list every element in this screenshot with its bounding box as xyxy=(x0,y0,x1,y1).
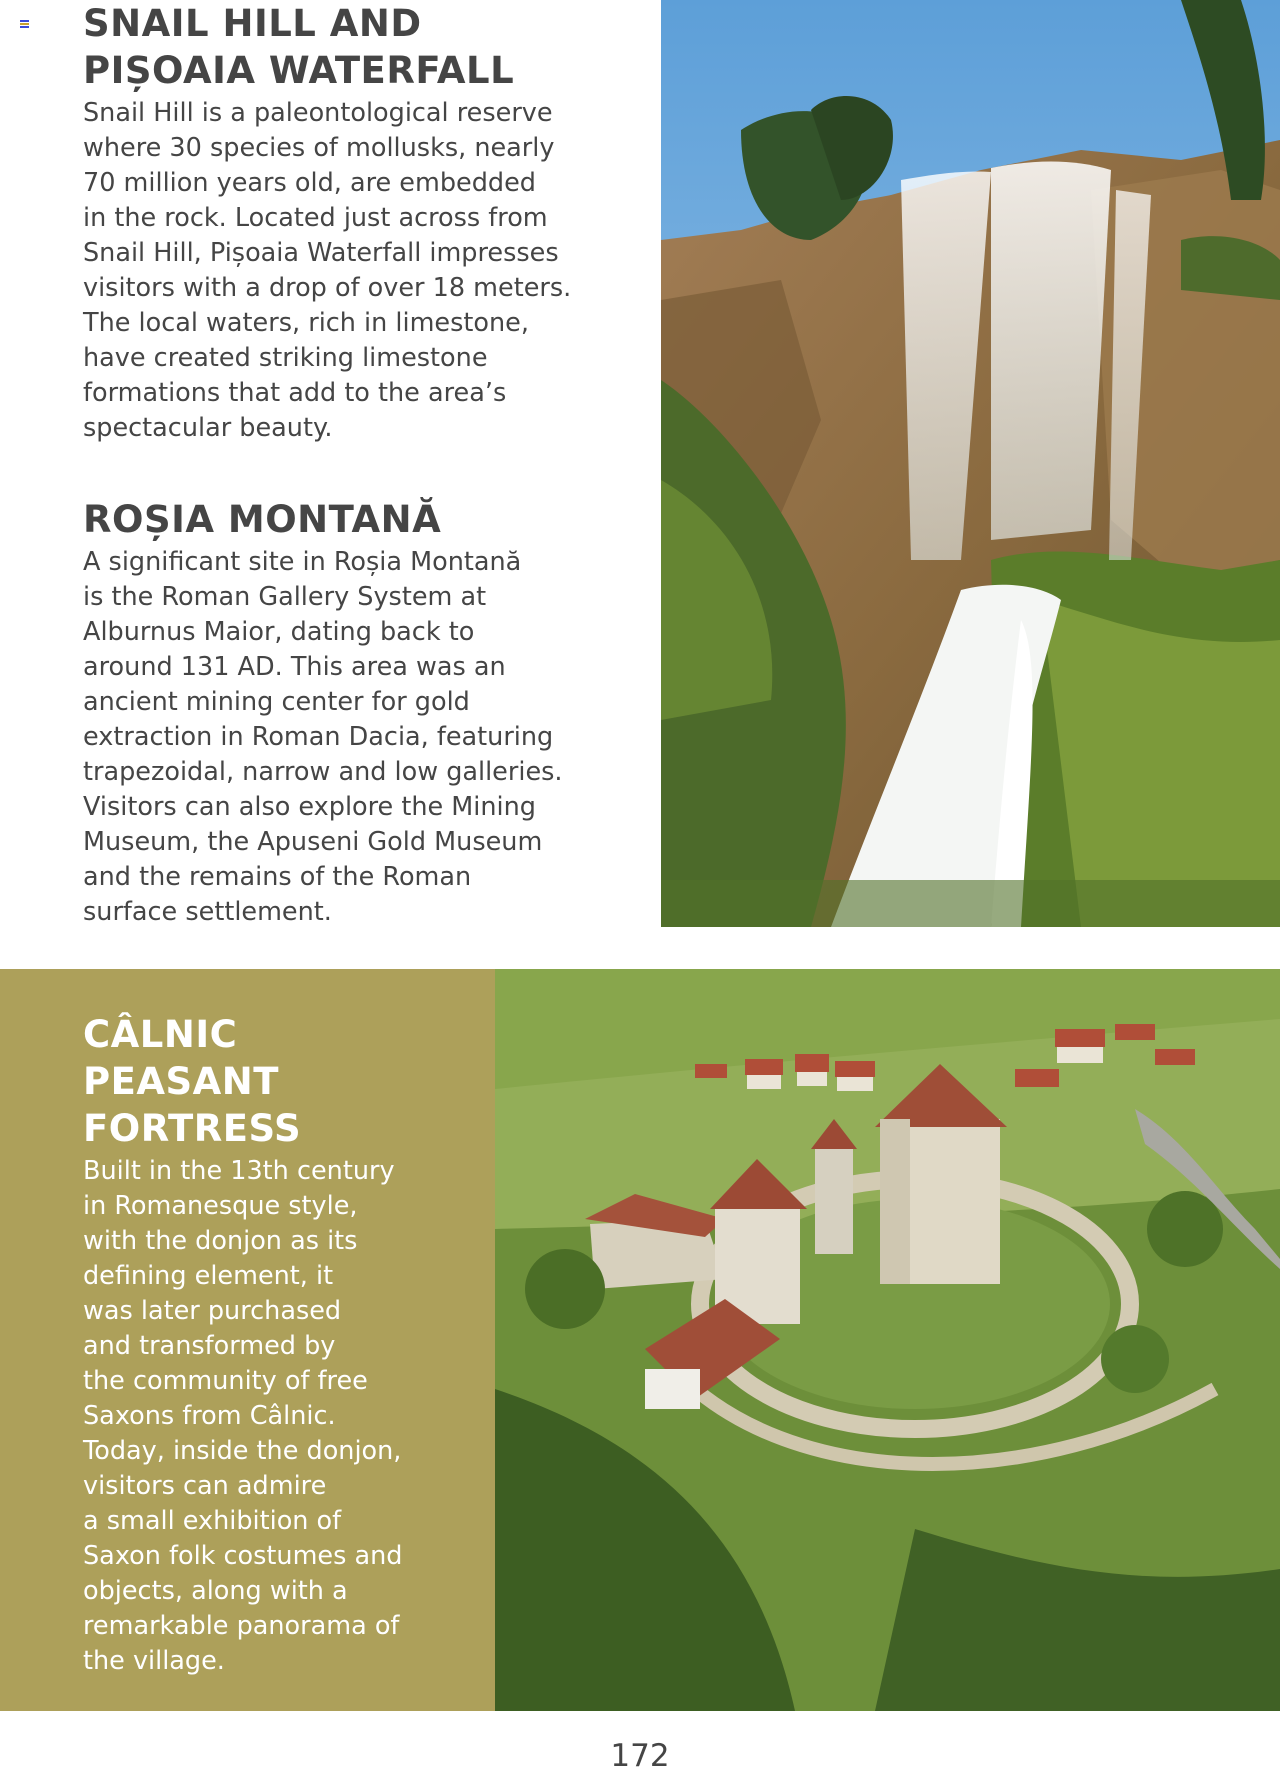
section-title: CÂLNIC PEASANT FORTRESS xyxy=(83,1013,302,1150)
section-rosia-montana xyxy=(83,496,643,930)
section-snail-hill xyxy=(83,0,643,446)
fortress-photo xyxy=(495,969,1280,1711)
section-calnic xyxy=(83,1011,483,1679)
waterfall-photo xyxy=(661,0,1280,927)
page-number: 172 xyxy=(610,1738,670,1774)
section-title: ROȘIA MONTANĂ xyxy=(83,498,442,541)
section-title: SNAIL HILL AND PIȘOAIA WATERFALL xyxy=(83,2,515,92)
section-body: Snail Hill is a paleontological reserve where 30 species of mollusks, nearly 70 million years old, are embedded in the rock. Located just across from Snail Hill, Pișoaia Waterfall impresses visitors with a drop of over 18 meters. The local waters, rich in limestone, have created striking limestone formations that add to the area’s spectacular beauty. xyxy=(83,98,572,443)
section-body: Built in the 13th century in Romanesque style, with the donjon as its defining element, it was later purchased and transformed by the community of free Saxons from Câlnic. Today, inside the donjon, visitors can admire a small exhibition of Saxon folk costumes and objects, along with a remarkable panorama of the village. xyxy=(83,1156,403,1676)
section-body: A significant site in Roșia Montană is the Roman Gallery System at Alburnus Maior, dating back to around 131 AD. This area was an ancient mining center for gold extraction in Roman Dacia, featuring trapezoidal, narrow and low galleries. Visitors can also explore the Mining Museum, the Apuseni Gold Museum and the remains of the Roman surface settlement. xyxy=(83,547,563,927)
menu-icon[interactable] xyxy=(20,20,29,29)
calnic-panel xyxy=(0,969,495,1711)
